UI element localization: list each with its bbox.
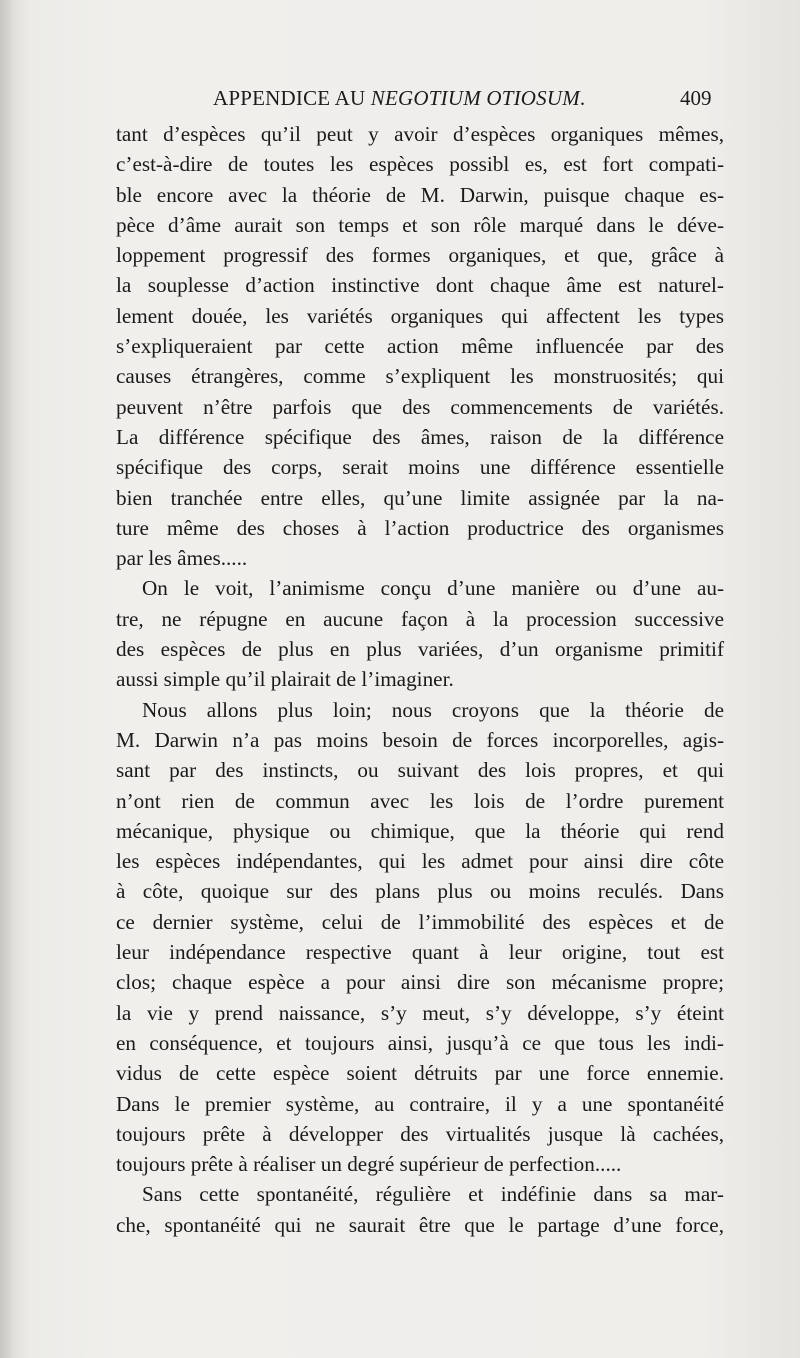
text-line: tre, ne répugne en aucune façon à la procession successive — [116, 606, 724, 631]
text-line: lement douée, les variétés organiques qui affectent les types — [116, 303, 724, 328]
text-line: peuvent n’être parfois que des commencements de variétés. — [116, 394, 724, 419]
text-line: ture même des choses à l’action productrice des organismes — [116, 515, 724, 540]
text-line: en conséquence, et toujours ainsi, jusqu’à ce que tous les indi- — [116, 1030, 724, 1055]
text-line: toujours prête à réaliser un degré supérieur de perfection..... — [116, 1152, 622, 1177]
text-line: toujours prête à développer des virtualités jusque là cachées, — [116, 1121, 724, 1146]
running-title-roman-end: . — [579, 86, 586, 110]
text-line: s’expliqueraient par cette action même influencée par des — [116, 334, 724, 359]
text-line: la vie y prend naissance, s’y meut, s’y développe, s’y éteint — [116, 1000, 724, 1025]
running-title-italic: NEGOTIUM OTIOSUM — [370, 86, 580, 110]
text-line: les espèces indépendantes, qui les admet pour ainsi dire côte — [116, 849, 724, 874]
text-line: sant par des instincts, ou suivant des lois propres, et qui — [116, 758, 724, 783]
text-line: Nous allons plus loin; nous croyons que la théorie de — [142, 697, 724, 722]
text-line: bien tranchée entre elles, qu’une limite assignée par la na- — [116, 485, 724, 510]
text-line: loppement progressif des formes organiques, et que, grâce à — [116, 243, 724, 268]
text-line: clos; chaque espèce a pour ainsi dire son mécanisme propre; — [116, 970, 724, 995]
text-line: spécifique des corps, serait moins une différence essentielle — [116, 455, 724, 480]
text-line: ce dernier système, celui de l’immobilité des espèces et de — [116, 909, 724, 934]
text-line: tant d’espèces qu’il peut y avoir d’espèces organiques mêmes, — [116, 122, 724, 146]
text-line: ble encore avec la théorie de M. Darwin, puisque chaque es- — [116, 182, 724, 207]
text-line: la souplesse d’action instinctive dont chaque âme est naturel- — [116, 273, 724, 298]
text-line: leur indépendance respective quant à leur origine, tout est — [116, 940, 724, 965]
text-line: causes étrangères, comme s’expliquent les monstruosités; qui — [116, 364, 724, 389]
text-line: che, spontanéité qui ne saurait être que le partage d’une force, — [116, 1212, 724, 1237]
text-line: La différence spécifique des âmes, raison de la différence — [116, 424, 724, 449]
running-title — [213, 86, 585, 111]
body-text — [116, 119, 724, 1240]
text-line: M. Darwin n’a pas moins besoin de forces incorporelles, agis- — [116, 727, 724, 752]
text-line: vidus de cette espèce soient détruits par une force ennemie. — [116, 1061, 724, 1086]
text-line: c’est-à-dire de toutes les espèces possibl es, est fort compati- — [116, 152, 724, 177]
text-line: à côte, quoique sur des plans plus ou moins reculés. Dans — [116, 879, 724, 904]
text-line: par les âmes..... — [116, 546, 248, 571]
text-line: mécanique, physique ou chimique, que la théorie qui rend — [116, 818, 724, 843]
running-title-roman-start: APPENDICE AU — [213, 86, 371, 110]
text-line: des espèces de plus en plus variées, d’un organisme primitif — [116, 637, 724, 662]
text-line: aussi simple qu’il plairait de l’imaginer. — [116, 667, 454, 692]
text-line: pèce d’âme aurait son temps et son rôle marqué dans le déve- — [116, 212, 724, 237]
text-line: Sans cette spontanéité, régulière et indéfinie dans sa mar- — [142, 1182, 724, 1207]
text-line: On le voit, l’animisme conçu d’une manière ou d’une au- — [142, 576, 724, 601]
text-line: n’ont rien de commun avec les lois de l’ordre purement — [116, 788, 724, 813]
gutter-shadow — [0, 0, 14, 1358]
text-line: Dans le premier système, au contraire, il y a une spontanéité — [116, 1091, 724, 1116]
page-number: 409 — [680, 86, 712, 110]
running-header — [0, 82, 800, 118]
